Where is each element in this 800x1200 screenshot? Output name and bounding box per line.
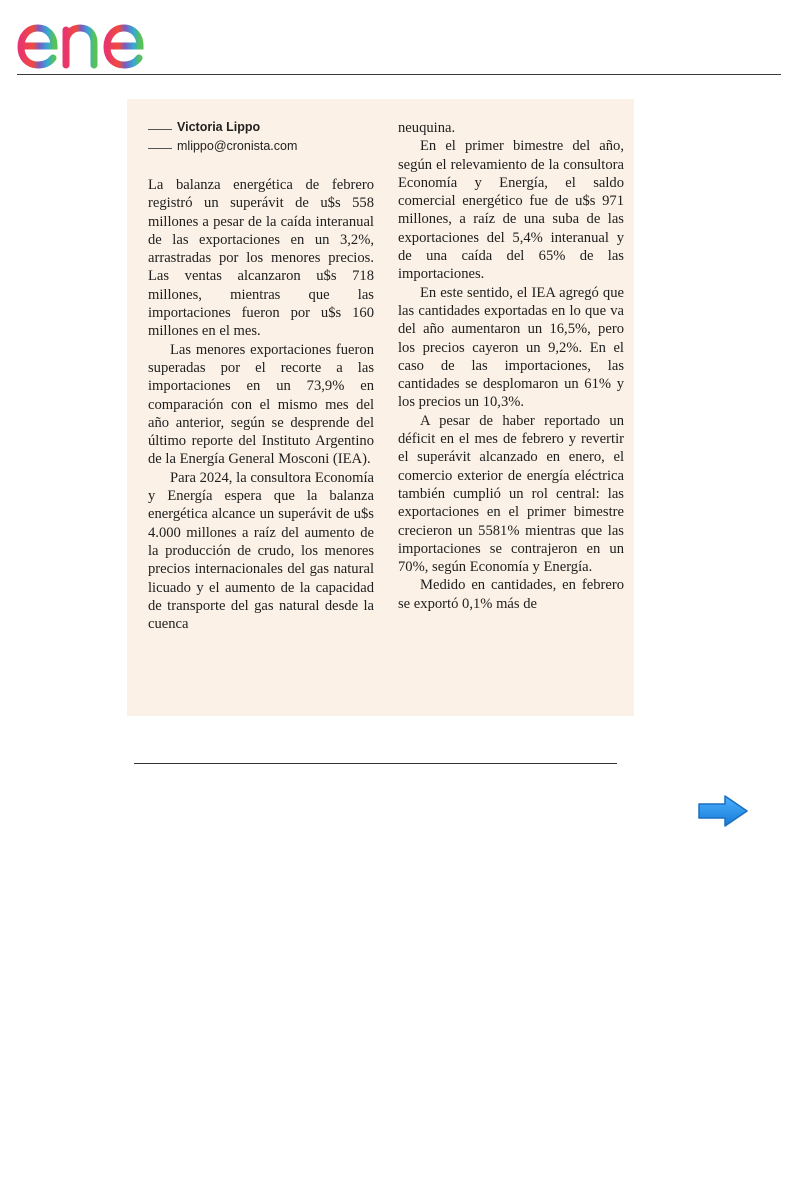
- article-continuation: neuquina.: [398, 120, 456, 136]
- article-paragraph: La balanza energética de febrero registró un superávit de u$s 558 millones a pesar de la caída interanual de las exportaciones en un 3,2%, arrastradas por los menores precios. Las ventas alcanzaron u$s 718 millones, mientras que las importaciones fueron por u$s 160 millones en el mes.: [148, 177, 374, 340]
- byline: [148, 118, 374, 156]
- author-name: Victoria Lippo: [177, 120, 261, 134]
- article-paragraph: Medido en cantidades, en febrero se exportó 0,1% más de: [398, 577, 624, 612]
- article-paragraph: Las menores exportaciones fueron superadas por el recorte a las importaciones en un 73,9% en comparación con el mismo mes del año anterior, según se desprende del último reporte del Instituto Argentino de la Energía General Mosconi (IEA).: [148, 341, 374, 468]
- article-paragraph: A pesar de haber reportado un déficit en el mes de febrero y revertir el superávit alcanzado en enero, el comercio exterior de energía eléctrica también cumplió un rol central: las exportaciones en el primer bimestre crecieron un 5581% mientras que las importaciones se contrajeron en un 70%, según Economía y Energía.: [398, 412, 624, 576]
- article-column-left: [148, 118, 374, 633]
- article-clipping: [127, 99, 634, 716]
- article-paragraph: En el primer bimestre del año, según el relevamiento de la consultora Economía y Energía, el saldo comercial energético fue de u$s 971 millones, a raíz de una suba de las exportaciones del 5,4% interanual y de una caída del 65% de las importaciones.: [398, 138, 624, 283]
- author-email: mlippo@cronista.com: [177, 139, 298, 153]
- enel-logo: [16, 8, 181, 70]
- header-divider: [17, 74, 781, 75]
- article-paragraph: En este sentido, el IEA agregó que las cantidades exportadas en lo que va del año aumentaron un 16,5%, pero los precios cayeron un 9,2%. En el caso de las importaciones, las cantidades se desplomaron un 61% y los precios un 10,3%.: [398, 284, 624, 411]
- article-column-right: [398, 119, 624, 613]
- footer-divider: [134, 763, 617, 764]
- article-paragraph: Para 2024, la consultora Economía y Energía espera que la balanza energética alcance un superávit de u$s 4.000 millones a raíz del aumento de la producción de crudo, los menores precios internacionales del gas natural licuado y el aumento de la capacidad de transporte del gas natural desde la cuenca: [148, 469, 374, 633]
- arrow-right-icon[interactable]: [697, 794, 749, 828]
